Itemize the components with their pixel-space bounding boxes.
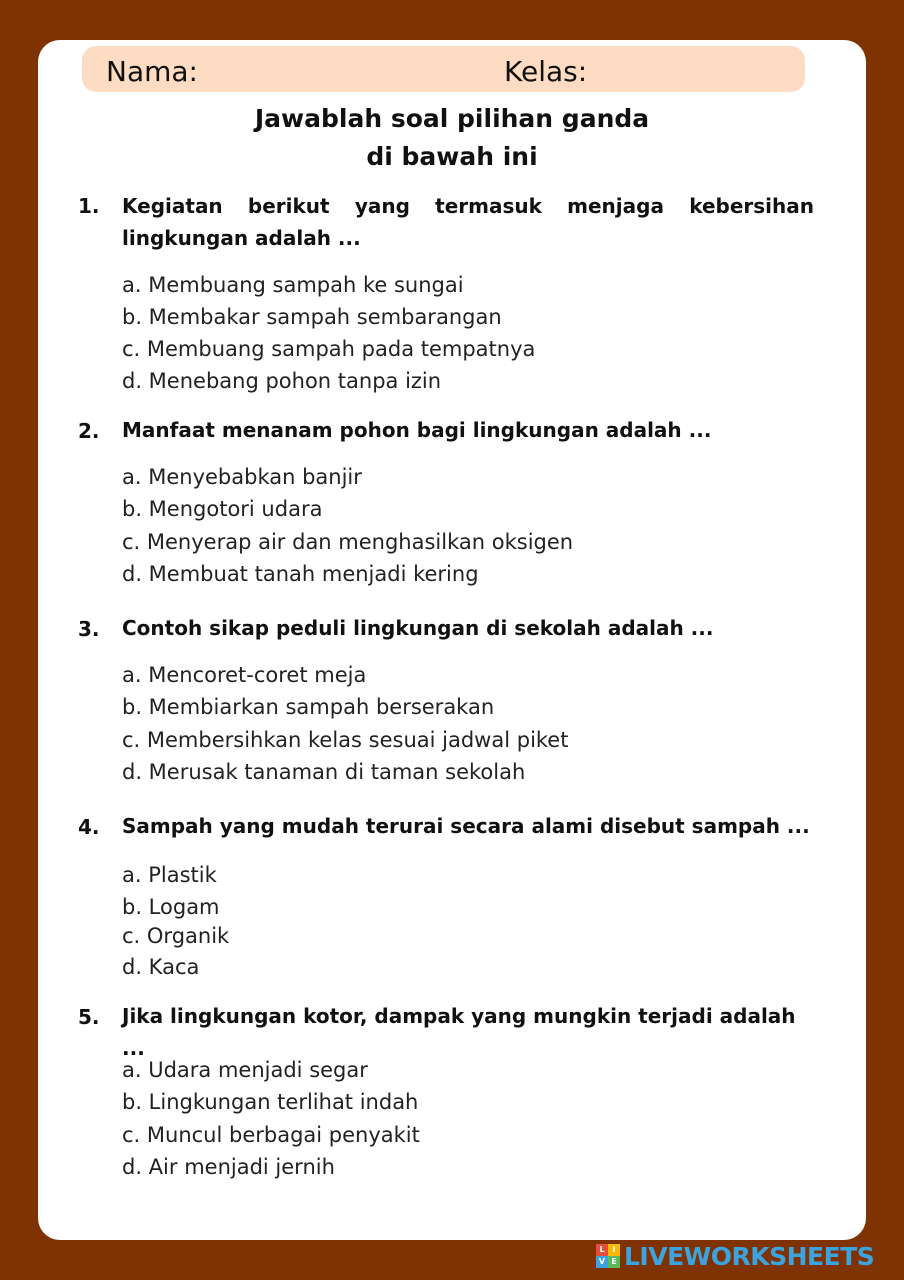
answer-option[interactable]: d. Menebang pohon tanpa izin — [122, 369, 442, 393]
question-text: Kegiatan berikut yang termasuk menjaga kebersihan lingkungan adalah ... — [122, 194, 814, 250]
answer-option[interactable]: b. Membakar sampah sembarangan — [122, 305, 502, 329]
answer-option[interactable]: a. Menyebabkan banjir — [122, 465, 362, 489]
worksheet-title-line1: Jawablah soal pilihan ganda — [254, 104, 650, 133]
answer-option[interactable]: a. Membuang sampah ke sungai — [122, 273, 464, 297]
answer-option[interactable]: c. Membersihkan kelas sesuai jadwal piket — [122, 728, 569, 752]
question-number: 3. — [78, 617, 100, 641]
question-number: 2. — [78, 419, 100, 443]
answer-option[interactable]: d. Kaca — [122, 955, 200, 979]
liveworksheets-wordmark: LIVEWORKSHEETS — [624, 1241, 875, 1271]
liveworksheets-logo-icon: L I V E — [596, 1244, 620, 1268]
answer-option[interactable]: d. Merusak tanaman di taman sekolah — [122, 760, 526, 784]
answer-option[interactable]: c. Membuang sampah pada tempatnya — [122, 337, 536, 361]
question-number: 4. — [78, 815, 100, 839]
answer-option[interactable]: d. Membuat tanah menjadi kering — [122, 562, 479, 586]
answer-option[interactable]: c. Organik — [122, 924, 230, 948]
answer-option[interactable]: a. Mencoret-coret meja — [122, 663, 367, 687]
question-text: Manfaat menanam pohon bagi lingkungan adalah ... — [122, 418, 712, 442]
answer-option[interactable]: a. Plastik — [122, 863, 217, 887]
answer-option[interactable]: c. Menyerap air dan menghasilkan oksigen — [122, 530, 574, 554]
answer-option[interactable]: b. Mengotori udara — [122, 497, 323, 521]
question-number: 1. — [78, 194, 100, 218]
answer-option[interactable]: b. Lingkungan terlihat indah — [122, 1090, 419, 1114]
question-text: Sampah yang mudah terurai secara alami disebut sampah ... — [122, 814, 810, 838]
question-text: Jika lingkungan kotor, dampak yang mungkin terjadi adalah ... — [122, 1004, 796, 1060]
question-text: Contoh sikap peduli lingkungan di sekolah adalah ... — [122, 616, 714, 640]
liveworksheets-watermark — [596, 1242, 874, 1270]
answer-option[interactable]: b. Logam — [122, 895, 220, 919]
nama-label: Nama: — [106, 55, 198, 88]
answer-option[interactable]: d. Air menjadi jernih — [122, 1155, 335, 1179]
answer-option[interactable]: a. Udara menjadi segar — [122, 1058, 368, 1082]
answer-option[interactable]: c. Muncul berbagai penyakit — [122, 1123, 420, 1147]
answer-option[interactable]: b. Membiarkan sampah berserakan — [122, 695, 495, 719]
kelas-label: Kelas: — [504, 55, 588, 88]
worksheet-card — [38, 40, 866, 1240]
question-number: 5. — [78, 1005, 100, 1029]
student-info-bar — [82, 46, 805, 92]
worksheet-title-line2: di bawah ini — [366, 142, 538, 171]
